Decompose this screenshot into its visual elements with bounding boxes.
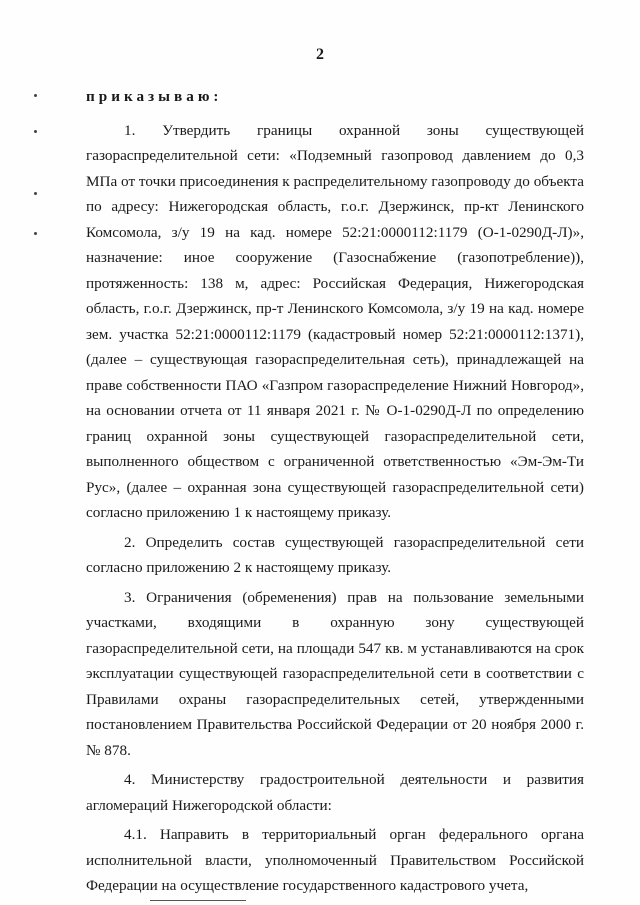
paragraph-2 (86, 530, 584, 581)
paragraph-number: 2. (124, 533, 136, 551)
order-heading: приказываю: (86, 88, 223, 105)
paragraph-text: Определить состав существующей газораспределительной сети согласно приложению 2 к настоящему приказу. (86, 533, 585, 576)
paragraph-text: Утвердить границы охранной зоны существующей газораспределительной сети: «Подземный газопровод давлением до 0,3 МПа от точки присоединения к распределительному газопроводу до объекта по адресу: Нижегородская область, г.о.г. Дзержинск, пр-кт Ленинского Комсомола, з/у 19 на кад. номере 52:21:0000112:1179 (О-1-0290Д-Л)», назначение: иное сооружение (Газоснабжение (газопотребление)), протяженность: 138 м, адрес: Российская Федерация, Нижегородская область, г.о.г. Дзержинск, пр-т Ленинского Комсомола, з/у 19 на кад. номере зем. участка 52:21:0000112:1179 (кадастровый номер 52:21:0000112:1371), (далее – существующая газораспределительная сеть), принадлежащей на праве собственности ПАО «Газпром газораспределение Нижний Новгород», на основании отчета от 11 января 2021 г. № О-1-0290Д-Л по определению границ охранной зоны существующей газораспределительной сети, выполненного обществом с ограниченной ответственностью «Эм-Эм-Ти Рус», (далее – охранная зона существующей газораспределительной сети) согласно приложению 1 к настоящему приказу. (86, 121, 584, 521)
paragraph-text: Министерству градостроительной деятельности и развития агломераций Нижегородской области: (86, 771, 584, 814)
paragraph-number: 1. (124, 121, 136, 139)
paragraph-3 (86, 585, 584, 764)
document-body (86, 84, 584, 903)
paragraph-4 (86, 767, 584, 818)
margin-mark (34, 192, 37, 195)
margin-mark (34, 232, 37, 235)
paragraph-number: 4. (124, 771, 136, 788)
footer-rule (150, 900, 246, 901)
paragraph-text: Ограничения (обременения) прав на пользование земельными участками, входящими в охранную зону существующей газораспределительной сети, на площади 547 кв. м устанавливаются на срок эксплуатации существующей газораспределительной сети в соответствии с Правилами охраны газораспределительных сетей, утвержденными постановлением Правительства Российской Федерации от 20 ноября 2000 г. № 878. (86, 588, 584, 759)
margin-mark (34, 130, 37, 133)
paragraph-1 (86, 118, 584, 526)
page-number: 2 (316, 46, 324, 63)
paragraph-number: 3. (124, 588, 136, 606)
paragraph-text: Направить в территориальный орган федерального органа исполнительной власти, уполномоченный Правительством Российской Федерации на осуществление государственного кадастрового учета, (86, 826, 585, 894)
margin-mark (34, 94, 37, 97)
paragraph-number: 4.1. (124, 826, 147, 843)
paragraph-4-1 (86, 822, 584, 899)
